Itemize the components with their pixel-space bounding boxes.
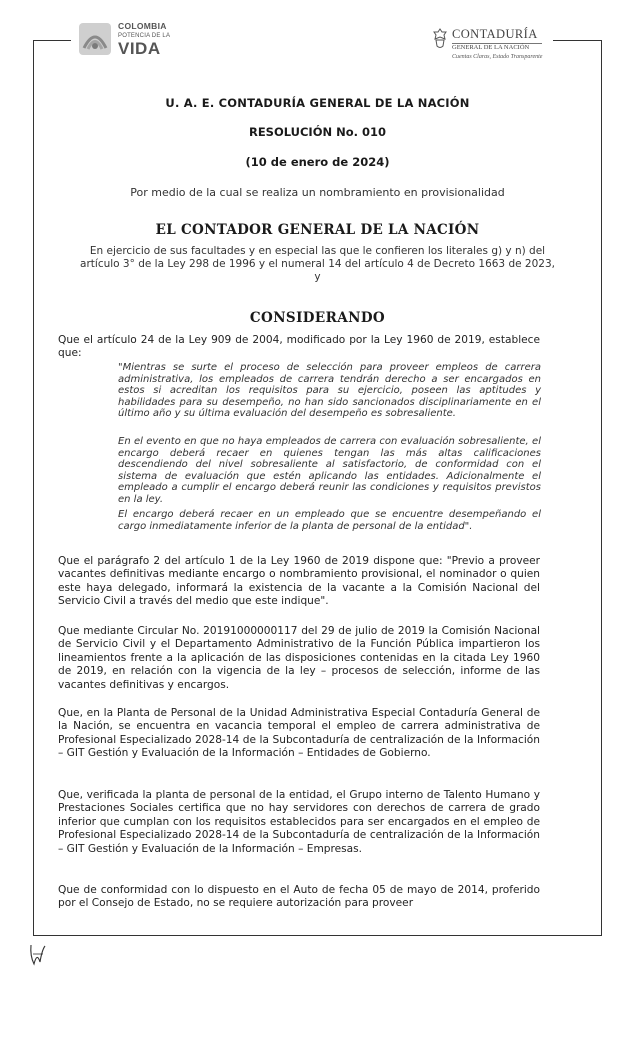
logo-text-country: COLOMBIA xyxy=(118,21,167,31)
page-border-top-left xyxy=(33,40,71,41)
legal-quote-1: "Mientras se surte el proceso de selección para proveer empleos de carrera administrativa, los empleados de carrera tendrán derecho a ser encargados en estos si acreditan los requisitos para su ejercicio, poseen las aptitudes y habilidades para su desempeño, no han sido sancionados disciplinariamente en el último año y su última evaluación del desempeño es sobresaliente. xyxy=(118,362,541,420)
resolution-date: (10 de enero de 2024) xyxy=(245,155,390,169)
entity-heading: U. A. E. CONTADURÍA GENERAL DE LA NACIÓN xyxy=(165,96,470,110)
considering-paragraph-2: Que el parágrafo 2 del artículo 1 de la Ley 1960 de 2019 dispone que: "Previo a proveer vacantes definitivas mediante encargo o nombramiento provisional, el nominador o quien este haya delegado, informará la existencia de la vacante a la Comisión Nacional del Servicio Civil a través del medio que este indique". xyxy=(58,555,540,608)
logo-text-vida: VIDA xyxy=(118,38,161,58)
considering-paragraph-3: Que mediante Circular No. 20191000000117 del 29 de julio de 2019 la Comisión Nacional de Servicio Civil y el Departamento Administrativo de la Función Pública impartieron los lineamientos frente a la aplicación de las disposiciones contenidas en la citada Ley 1960 de 2019, en relación con la vigencia de la ley – procesos de selección, informe de las vacantes definitivas y encargos. xyxy=(58,625,540,691)
logo-text-slogan: Cuentas Claras, Estado Transparente xyxy=(452,54,543,60)
legal-quote-2: En el evento en que no haya empleados de carrera con evaluación sobresaliente, el encargo deberá recaer en quienes tengan las más altas calificaciones descendiendo del nivel sobresaliente al satisfactorio, de conformidad con el sistema de evaluación que estén aplicando las entidades. Adicionalmente el empleado a cumplir el encargo deberá reunir las condiciones y requisitos previstos en la ley. xyxy=(118,436,541,505)
colombia-logo-icon xyxy=(78,22,112,56)
resolution-subject: Por medio de la cual se realiza un nombramiento en provisionalidad xyxy=(130,186,505,199)
considering-paragraph-6: Que de conformidad con lo dispuesto en el Auto de fecha 05 de mayo de 2014, proferido por el Consejo de Estado, no se requiere autorización para proveer xyxy=(58,884,540,910)
contaduria-logo xyxy=(432,28,542,60)
powers-paragraph: En ejercicio de sus facultades y en especial las que le confieren los literales g) y n) del artículo 3° de la Ley 298 de 1996 y el numeral 14 del artículo 4 de Decreto 1663 de 2023, y xyxy=(80,245,555,283)
coat-of-arms-icon xyxy=(432,28,448,50)
logo-text-contaduria: CONTADURÍA xyxy=(452,27,538,41)
considering-heading: CONSIDERANDO xyxy=(249,310,386,326)
legal-quote-3: El encargo deberá recaer en un empleado que se encuentre desempeñando el cargo inmediatamente inferior de la planta de personal de la entidad". xyxy=(118,509,541,532)
considering-paragraph-4: Que, en la Planta de Personal de la Unidad Administrativa Especial Contaduría General de la Nación, se encuentra en vacancia temporal el empleo de carrera administrativa de Profesional Especializado 2028-14 de la Subcontaduría de centralización de la Información – GIT Gestión y Evaluación de la Información – Entidades de Gobierno. xyxy=(58,707,540,760)
logo-text-general: GENERAL DE LA NACIÓN xyxy=(452,43,542,52)
considering-paragraph-1: Que el artículo 24 de la Ley 909 de 2004, modificado por la Ley 1960 de 2019, establece que: xyxy=(58,334,540,360)
considering-paragraph-5: Que, verificada la planta de personal de la entidad, el Grupo interno de Talento Humano y Prestaciones Sociales certifica que no hay servidores con derechos de carrera de grado inferior que cumplan con los requisitos establecidos para ser encargados en el empleo de Profesional Especializado 2028-14 de la Subcontaduría de centralización de la Información – GIT Gestión y Evaluación de la Información – Empresas. xyxy=(58,789,540,855)
colombia-potencia-logo xyxy=(78,22,170,57)
resolution-number: RESOLUCIÓN No. 010 xyxy=(248,125,387,139)
authority-heading: EL CONTADOR GENERAL DE LA NACIÓN xyxy=(155,222,480,238)
logo-text-tagline: POTENCIA DE LA xyxy=(118,32,171,39)
page-border-top-right xyxy=(553,40,601,41)
handwritten-initials-mark xyxy=(28,942,48,968)
